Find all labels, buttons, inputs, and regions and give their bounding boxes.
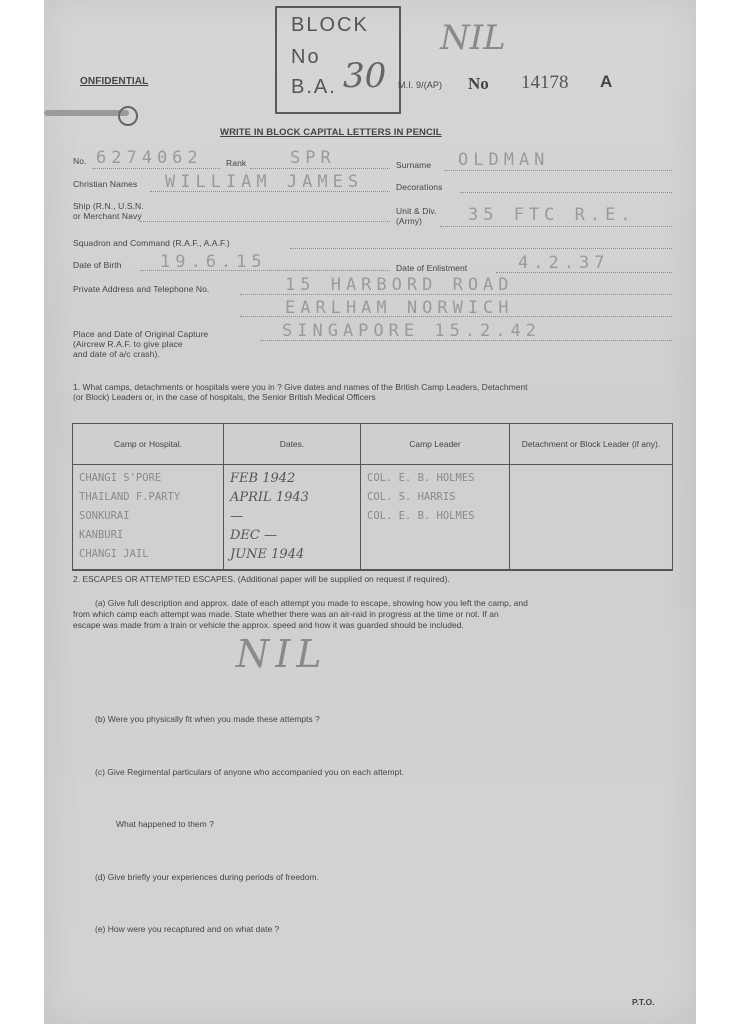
christian-names-value: WILLIAM JAMES bbox=[165, 172, 364, 192]
camp-date: DEC — bbox=[230, 528, 277, 543]
dob-label: Date of Birth bbox=[73, 260, 122, 270]
nil-pencil-mark: NIL bbox=[440, 18, 506, 58]
pencil-instruction: WRITE IN BLOCK CAPITAL LETTERS IN PENCIL bbox=[220, 127, 442, 138]
squadron-label: Squadron and Command (R.A.F., A.A.F.) bbox=[73, 238, 230, 248]
enlistment-value: 4.2.37 bbox=[518, 253, 610, 273]
question-2a-cont: from which camp each attempt was made. State whether there was an air-raid in progress at the time or not. If an bbox=[73, 609, 499, 619]
pto-label: P.T.O. bbox=[632, 997, 655, 1007]
ship-label-2: or Merchant Navy bbox=[73, 211, 142, 221]
header-camp: Camp or Hospital. bbox=[73, 424, 224, 465]
stamp-line-no: No bbox=[291, 46, 321, 68]
rank-label: Rank bbox=[226, 158, 247, 168]
squadron-line bbox=[290, 248, 672, 249]
camp-name: THAILAND F.PARTY bbox=[79, 491, 181, 503]
question-2-title: 2. ESCAPES OR ATTEMPTED ESCAPES. (Additional paper will be supplied on request if required). bbox=[73, 574, 450, 584]
service-number: 6274062 bbox=[96, 148, 203, 168]
dob-value: 19.6.15 bbox=[160, 252, 267, 272]
unit-value: 35 FTC R.E. bbox=[468, 205, 636, 225]
camp-dates-cell bbox=[224, 465, 361, 571]
camp-name: KANBURI bbox=[79, 529, 124, 541]
binding-string bbox=[44, 110, 129, 116]
address-label: Private Address and Telephone No. bbox=[73, 284, 210, 294]
serial-number: 14178 bbox=[521, 72, 569, 93]
camp-name: CHANGI S'PORE bbox=[79, 472, 162, 484]
address-value-2: EARLHAM NORWICH bbox=[285, 298, 514, 318]
question-2b: (b) Were you physically fit when you made these attempts ? bbox=[95, 714, 320, 724]
number-symbol: No bbox=[468, 74, 489, 93]
escape-answer-nil: NIL bbox=[236, 632, 328, 676]
camp-date: FEB 1942 bbox=[230, 471, 296, 486]
camp-date: APRIL 1943 bbox=[230, 490, 309, 505]
detachment-leaders-cell bbox=[510, 465, 673, 571]
camp-leader: COL. S. HARRIS bbox=[367, 491, 456, 503]
stamp-number: 30 bbox=[343, 56, 387, 96]
surname-line bbox=[444, 170, 672, 171]
stamp-line-block: BLOCK bbox=[291, 14, 369, 36]
camp-date: JUNE 1944 bbox=[230, 547, 305, 562]
header-camp-leader: Camp Leader bbox=[361, 424, 510, 465]
camp-date: — bbox=[230, 509, 243, 524]
question-2d: (d) Give briefly your experiences during periods of freedom. bbox=[95, 872, 319, 882]
ship-line bbox=[140, 221, 390, 222]
surname-value: OLDMAN bbox=[458, 150, 550, 170]
decorations-line bbox=[460, 192, 672, 193]
capture-label-3: and date of a/c crash). bbox=[73, 349, 160, 359]
ship-label: Ship (R.N., U.S.N. bbox=[73, 201, 144, 211]
camp-leader: COL. E. B. HOLMES bbox=[367, 510, 475, 522]
surname-label: Surname bbox=[396, 160, 432, 170]
capture-value: SINGAPORE 15.2.42 bbox=[282, 321, 541, 341]
unit-label-2: (Army) bbox=[396, 216, 423, 226]
unit-line bbox=[440, 226, 672, 227]
question-1: 1. What camps, detachments or hospitals were you in ? Give dates and names of the British Camp Leaders, Detachment bbox=[73, 382, 528, 392]
capture-label-2: (Aircrew R.A.F. to give place bbox=[73, 339, 183, 349]
question-1-cont: (or Block) Leaders or, in the case of hospitals, the Senior British Medical Officers bbox=[73, 392, 376, 402]
stamp-line-ba: B.A. bbox=[291, 76, 337, 98]
serial-suffix: A bbox=[600, 72, 613, 91]
camp-name: CHANGI JAIL bbox=[79, 548, 149, 560]
binding-knot bbox=[118, 106, 138, 126]
question-2a: (a) Give full description and approx. date of each attempt you made to escape, showing how you left the camp, and bbox=[95, 598, 528, 608]
block-stamp bbox=[275, 6, 401, 114]
christian-names-label: Christian Names bbox=[73, 179, 138, 189]
camps-table bbox=[72, 423, 673, 571]
header-detachment-leader: Detachment or Block Leader (if any). bbox=[510, 424, 673, 465]
enlistment-label: Date of Enlistment bbox=[396, 263, 468, 273]
camp-leaders-cell bbox=[361, 465, 510, 571]
camp-leader: COL. E. B. HOLMES bbox=[367, 472, 475, 484]
camp-names-cell bbox=[73, 465, 224, 571]
no-label: No. bbox=[73, 156, 87, 166]
confidential-heading: ONFIDENTIAL bbox=[80, 76, 149, 87]
camp-name: SONKURAI bbox=[79, 510, 130, 522]
address-value-1: 15 HARBORD ROAD bbox=[285, 275, 514, 295]
no-line bbox=[92, 168, 220, 169]
capture-label: Place and Date of Original Capture bbox=[73, 329, 209, 339]
unit-label: Unit & Div. bbox=[396, 206, 437, 216]
header-dates: Dates. bbox=[224, 424, 361, 465]
rank-value: SPR bbox=[290, 148, 336, 168]
question-2a-cont-2: escape was made from a train or vehicle the approx. speed and how it was guarded should be included. bbox=[73, 620, 464, 630]
form-reference: M.I. 9/(AP) bbox=[398, 80, 443, 90]
question-2c-sub: What happened to them ? bbox=[116, 819, 214, 829]
rank-line bbox=[250, 168, 390, 169]
question-2e: (e) How were you recaptured and on what date ? bbox=[95, 924, 280, 934]
question-2c: (c) Give Regimental particulars of anyone who accompanied you on each attempt. bbox=[95, 767, 404, 777]
decorations-label: Decorations bbox=[396, 182, 443, 192]
